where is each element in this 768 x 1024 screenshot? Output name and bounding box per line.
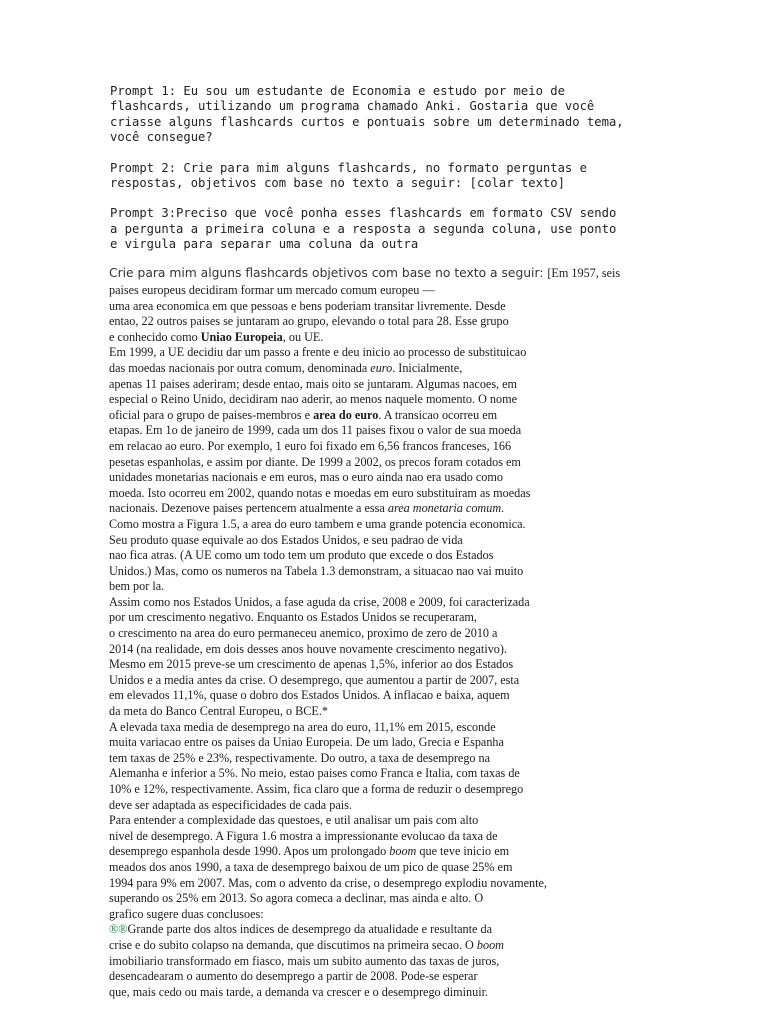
text-run: 2014 (na realidade, em dois desses anos houve novamente crescimento negativo). <box>109 641 507 656</box>
text-line <box>109 486 669 502</box>
text-line <box>109 798 669 814</box>
text-line <box>109 954 669 970</box>
text-line <box>109 579 669 595</box>
text-line <box>109 595 669 611</box>
text-line <box>109 548 669 564</box>
text-line <box>109 330 669 346</box>
text-run: nivel de desemprego. A Figura 1.6 mostra a impressionante evolucao da taxa de <box>109 828 498 843</box>
prompt-3: Prompt 3:Preciso que você ponha esses flashcards em formato CSV sendo a pergunta a primeira coluna e a resposta a segunda coluna, use ponto e virgula para separar uma coluna da outra <box>110 206 617 252</box>
prompt-1: Prompt 1: Eu sou um estudante de Economia e estudo por meio de flashcards, utilizando um programa chamado Anki. Gostaria que você criasse alguns flashcards curtos e pontuais sobre um determinado tema, você consegue? <box>110 84 624 145</box>
text-run: o crescimento na area do euro permaneceu anemico, proximo de zero de 2010 a <box>109 626 498 641</box>
text-line <box>109 408 669 424</box>
text-line <box>109 938 669 954</box>
text-line <box>109 392 669 408</box>
bullet-glyph: ®® <box>109 922 128 937</box>
text-line <box>109 642 669 658</box>
text-line <box>109 377 669 393</box>
text-run: Unidos e a media antes da crise. O desemprego, que aumentou a partir de 2007, esta <box>109 672 520 687</box>
text-run: que, mais cedo ou mais tarde, a demanda va crescer e o desemprego diminuir. <box>109 984 489 999</box>
text-line <box>109 533 669 549</box>
italic-term: euro <box>370 360 393 375</box>
text-run: Como mostra a Figura 1.5, a area do euro tambem e uma grande potencia economica. <box>109 516 526 531</box>
italic-term: boom <box>476 937 504 952</box>
text-line <box>109 299 669 315</box>
document-body <box>109 264 669 1000</box>
text-run: Seu produto quase equivale ao dos Estados Unidos, e seu padrao de vida <box>109 532 463 547</box>
text-run: nacionais. Dezenove paises pertencem atualmente a essa <box>109 501 388 516</box>
text-run: da meta do Banco Central Europeu, o BCE.* <box>109 704 328 719</box>
text-line <box>109 423 669 439</box>
text-run: , ou UE. <box>282 329 324 344</box>
text-run: grafico sugere duas conclusoes: <box>109 906 264 921</box>
text-run: 10% e 12%, respectivamente. Assim, fica claro que a forma de reduzir o desemprego <box>109 782 524 796</box>
text-line <box>109 751 669 767</box>
text-run: . <box>501 501 505 516</box>
text-line <box>109 922 669 938</box>
italic-term: area monetaria comum <box>387 501 502 516</box>
text-run: deve ser adaptada as especificidades de cada pais. <box>109 797 352 812</box>
text-line <box>109 314 669 330</box>
bold-term: area do euro <box>313 407 379 422</box>
text-run: Em 1999, a UE decidiu dar um passo a frente e deu inicio ao processo de substituicao <box>109 345 527 360</box>
text-run: Grande parte dos altos indices de desemprego da atualidade e resultante da <box>127 922 492 937</box>
text-run: imobiliario transformado em fiasco, mais um subito aumento das taxas de juros, <box>109 953 500 968</box>
text-run: superando os 25% em 2013. So agora comeca a declinar, mas ainda e alto. O <box>109 891 484 906</box>
text-line <box>109 673 669 689</box>
text-run: [Em 1957, seis <box>547 266 621 280</box>
text-line <box>109 501 669 517</box>
text-run: etapas. Em 1o de janeiro de 1999, cada um dos 11 paises fixou o valor de sua moeda <box>109 423 522 438</box>
text-run: moeda. Isto ocorreu em 2002, quando notas e moedas em euro substituiram as moedas <box>109 485 531 500</box>
text-line <box>109 610 669 626</box>
text-line <box>109 985 669 1001</box>
text-line <box>109 345 669 361</box>
text-line <box>109 969 669 985</box>
text-run: em elevados 11,1%, quase o dobro dos Estados Unidos. A inflacao e baixa, aquem <box>109 688 510 703</box>
text-run: pesetas espanholas, e assim por diante. De 1999 a 2002, os precos foram cotados em <box>109 454 521 469</box>
text-line <box>109 844 669 860</box>
text-line <box>109 470 669 486</box>
text-run: tem taxas de 25% e 23%, respectivamente. Do outro, a taxa de desemprego na <box>109 750 491 765</box>
text-run: 1994 para 9% em 2007. Mas, com o advento da crise, o desemprego explodiu novamente, <box>109 875 547 890</box>
text-run: muita variacao entre os paises da Uniao Europeia. De um lado, Grecia e Espanha <box>109 735 504 750</box>
prompt-2: Prompt 2: Crie para mim alguns flashcards, no formato perguntas e respostas, objetivos com base no texto a seguir: [colar texto] <box>110 160 587 191</box>
text-run: A elevada taxa media de desemprego na area do euro, 11,1% em 2015, esconde <box>109 719 496 734</box>
text-line <box>109 264 669 283</box>
text-line <box>109 517 669 533</box>
text-line <box>109 907 669 923</box>
italic-term: boom <box>389 844 417 859</box>
text-run: desemprego espanhola desde 1990. Apos um prolongado <box>109 844 390 859</box>
text-run: entao, 22 outros paises se juntaram ao grupo, elevando o total para 28. Esse grupo <box>109 314 509 329</box>
text-run: em relacao ao euro. Por exemplo, 1 euro foi fixado em 6,56 francos franceses, 166 <box>109 438 512 453</box>
text-line <box>109 782 669 798</box>
text-run: Mesmo em 2015 preve-se um crescimento de apenas 1,5%, inferior ao dos Estados <box>109 657 514 672</box>
text-run: e conhecido como <box>109 329 201 344</box>
text-run: meados dos anos 1990, a taxa de desemprego baixou de um pico de quase 25% em <box>109 859 513 874</box>
text-line <box>109 626 669 642</box>
text-line <box>109 439 669 455</box>
text-run: . Inicialmente, <box>392 360 463 375</box>
text-line <box>109 657 669 673</box>
text-run: bem por la. <box>109 579 165 594</box>
prompts-block <box>110 84 670 268</box>
text-line <box>109 720 669 736</box>
text-line <box>109 704 669 720</box>
text-run: uma area economica em que pessoas e bens poderiam transitar livremente. Desde <box>109 298 506 313</box>
text-line <box>109 766 669 782</box>
intro-prompt: Crie para mim alguns flashcards objetivos com base no texto a seguir: <box>109 266 548 280</box>
text-run: especial o Reino Unido, decidiram nao aderir, ao menos naquele momento. O nome <box>109 392 518 407</box>
text-run: Unidos.) Mas, como os numeros na Tabela 1.3 demonstram, a situacao nao vai muito <box>109 563 524 578</box>
text-line <box>109 455 669 471</box>
text-run: paises europeus decidiram formar um mercado comum europeu — <box>109 283 435 297</box>
text-run: nao fica atras. (A UE como um todo tem um produto que excede o dos Estados <box>109 548 494 563</box>
text-run: Alemanha e inferior a 5%. No meio, estao paises como Franca e Italia, com taxas de <box>109 766 520 781</box>
text-run: Assim como nos Estados Unidos, a fase aguda da crise, 2008 e 2009, foi caracterizada <box>109 594 530 609</box>
text-run: unidades monetarias nacionais e em euros, mas o euro ainda nao era usado como <box>109 470 503 485</box>
text-run: . A transicao ocorreu em <box>378 407 498 422</box>
text-line <box>109 564 669 580</box>
bold-term: Uniao Europeia <box>200 329 283 344</box>
text-line <box>109 860 669 876</box>
text-line <box>109 813 669 829</box>
text-run: das moedas nacionais por outra comum, denominada <box>109 360 371 375</box>
text-run: que teve inicio em <box>416 844 510 859</box>
text-line <box>109 688 669 704</box>
text-run: crise e do subito colapso na demanda, que discutimos na primeira secao. O <box>109 937 477 952</box>
text-line <box>109 829 669 845</box>
text-line <box>109 876 669 892</box>
text-run: apenas 11 paises aderiram; desde entao, mais oito se juntaram. Algumas nacoes, em <box>109 376 518 391</box>
text-line <box>109 283 669 299</box>
text-line <box>109 891 669 907</box>
text-run: Para entender a complexidade das questoes, e util analisar um pais com alto <box>109 813 479 828</box>
text-line <box>109 735 669 751</box>
text-run: por um crescimento negativo. Enquanto os Estados Unidos se recuperaram, <box>109 610 477 625</box>
text-run: oficial para o grupo de paises-membros e <box>109 407 314 422</box>
text-run: desencadearam o aumento do desemprego a partir de 2008. Pode-se esperar <box>109 969 478 984</box>
text-line <box>109 361 669 377</box>
